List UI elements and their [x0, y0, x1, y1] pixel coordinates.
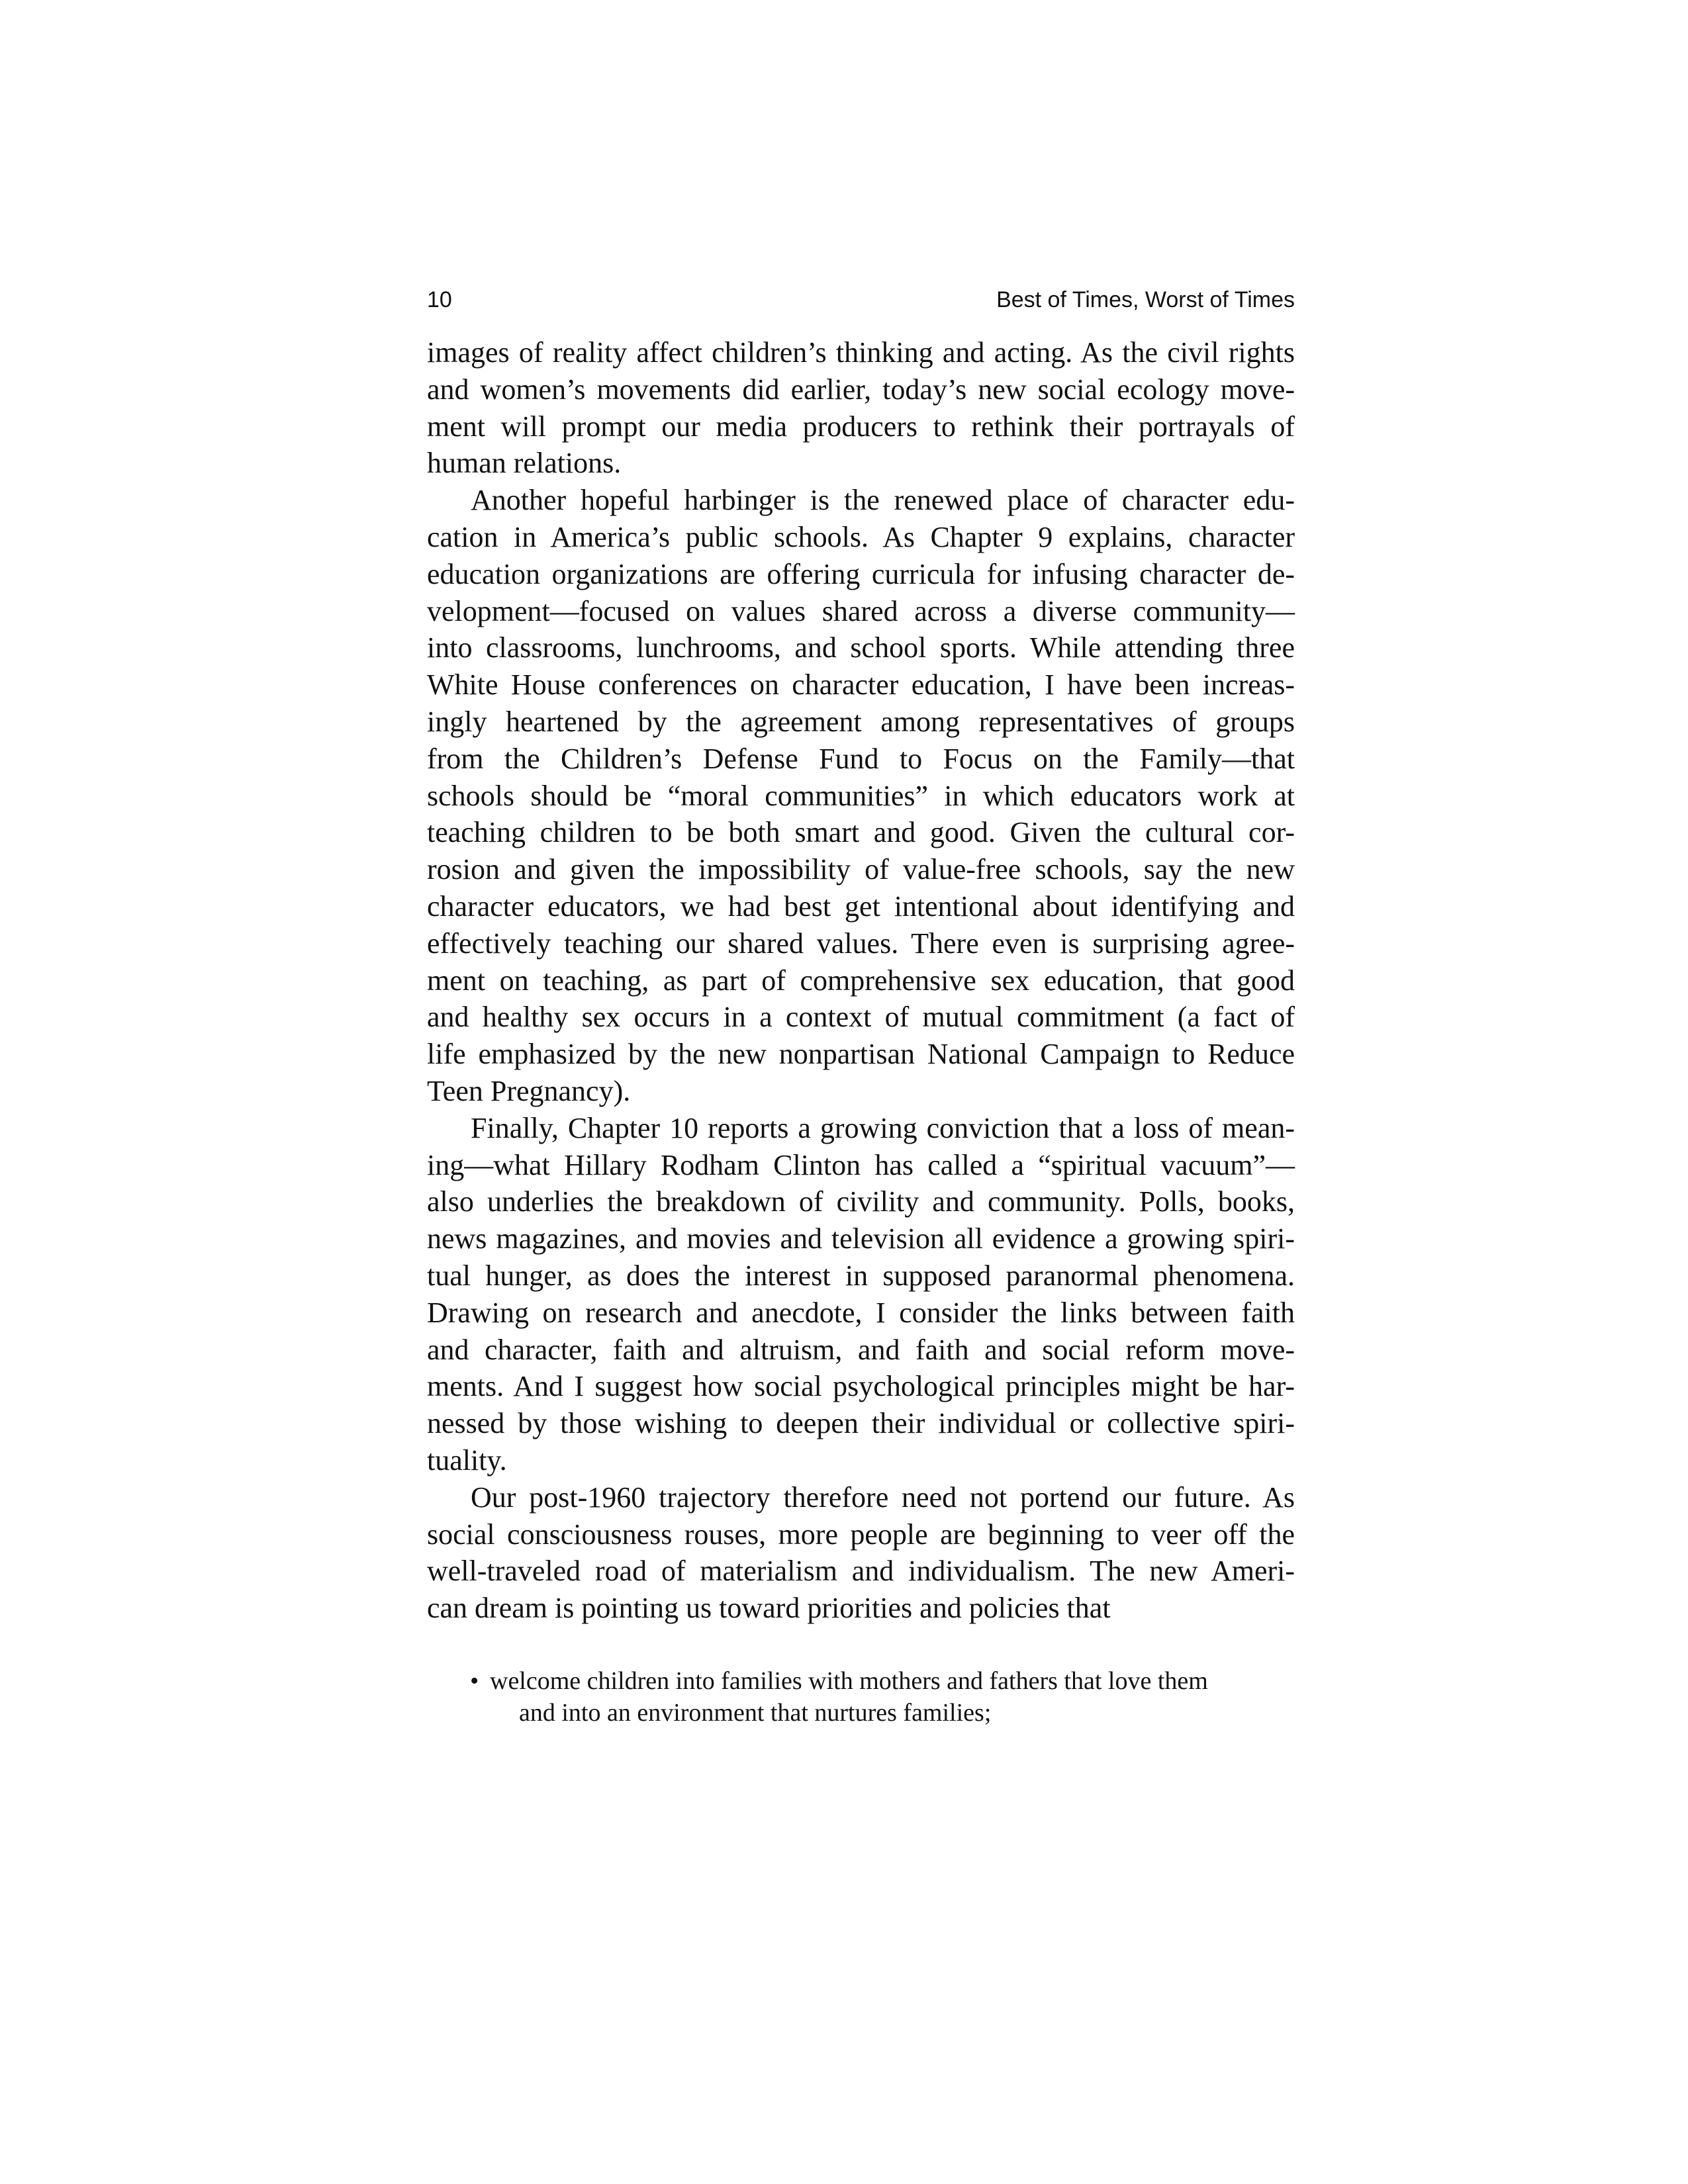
bullet-list: [470, 1665, 1295, 1729]
text-line: character educators, we had best get intentional about identifying and: [427, 889, 1295, 923]
text-line: into classrooms, lunchrooms, and school sports. While attending three: [427, 631, 1295, 664]
text-line: Drawing on research and anecdote, I consider the links between faith: [427, 1296, 1295, 1329]
text-line: rosion and given the impossibility of value-free schools, say the new: [427, 853, 1295, 886]
text-line: Finally, Chapter 10 reports a growing conviction that a loss of mean-: [471, 1111, 1295, 1144]
running-head: [427, 283, 1295, 316]
text-line: also underlies the breakdown of civility and community. Polls, books,: [427, 1185, 1295, 1218]
text-line: ments. And I suggest how social psychological principles might be har-: [427, 1370, 1295, 1403]
text-line: ment will prompt our media producers to rethink their portrayals of: [427, 410, 1295, 443]
text-line: well-traveled road of materialism and individualism. The new Ameri-: [427, 1555, 1295, 1588]
text-line: Another hopeful harbinger is the renewed place of character edu-: [471, 484, 1295, 517]
bullet-item: [470, 1665, 1295, 1729]
text-line: ing—what Hillary Rodham Clinton has called a “spiritual vacuum”—: [427, 1148, 1295, 1181]
text-line: news magazines, and movies and television all evidence a growing spiri-: [427, 1222, 1295, 1255]
paragraph-trajectory: [427, 1479, 1295, 1627]
text-line: social consciousness rouses, more people are beginning to veer off the: [427, 1518, 1295, 1551]
text-line: and healthy sex occurs in a context of mutual commitment (a fact of: [427, 1001, 1295, 1034]
running-title: Best of Times, Worst of Times: [996, 287, 1295, 312]
text-line: ingly heartened by the agreement among representatives of groups: [427, 705, 1295, 738]
bullet-icon: •: [470, 1667, 479, 1695]
text-line: and character, faith and altruism, and faith and social reform move-: [427, 1333, 1295, 1366]
text-line: nessed by those wishing to deepen their individual or collective spiri-: [427, 1407, 1295, 1440]
text-line: Teen Pregnancy).: [427, 1074, 631, 1107]
text-line: images of reality affect children’s thinking and acting. As the civil rights: [427, 336, 1295, 369]
text-line: and into an environment that nurtures families;: [519, 1699, 992, 1727]
text-line: tual hunger, as does the interest in supposed paranormal phenomena.: [427, 1259, 1295, 1292]
paragraph-character-education: [427, 482, 1295, 1110]
text-line: human relations.: [427, 447, 622, 480]
text-line: from the Children’s Defense Fund to Focus on the Family—that: [427, 742, 1295, 775]
text-line: and women’s movements did earlier, today’s new social ecology move-: [427, 373, 1295, 406]
body-text: [427, 334, 1295, 1627]
text-line: velopment—focused on values shared across a diverse community—: [427, 594, 1295, 627]
text-line: education organizations are offering curricula for infusing character de-: [427, 557, 1295, 590]
text-line: welcome children into families with mothers and fathers that love them: [490, 1667, 1208, 1695]
text-line: cation in America’s public schools. As Chapter 9 explains, character: [427, 520, 1295, 553]
text-line: White House conferences on character education, I have been increas-: [427, 668, 1295, 702]
text-line: schools should be “moral communities” in which educators work at: [427, 779, 1295, 812]
text-line: Our post-1960 trajectory therefore need not portend our future. As: [471, 1480, 1295, 1514]
text-line: can dream is pointing us toward priorities and policies that: [427, 1592, 1111, 1625]
text-line: teaching children to be both smart and good. Given the cultural cor-: [427, 816, 1295, 849]
text-line: life emphasized by the new nonpartisan National Campaign to Reduce: [427, 1038, 1295, 1071]
paragraph-spirituality: [427, 1110, 1295, 1479]
text-line: tuality.: [427, 1443, 507, 1477]
text-line: effectively teaching our shared values. There even is surprising agree-: [427, 927, 1295, 960]
paragraph-media: [427, 334, 1295, 482]
text-line: ment on teaching, as part of comprehensive sex education, that good: [427, 964, 1295, 997]
page-number: 10: [427, 287, 452, 312]
